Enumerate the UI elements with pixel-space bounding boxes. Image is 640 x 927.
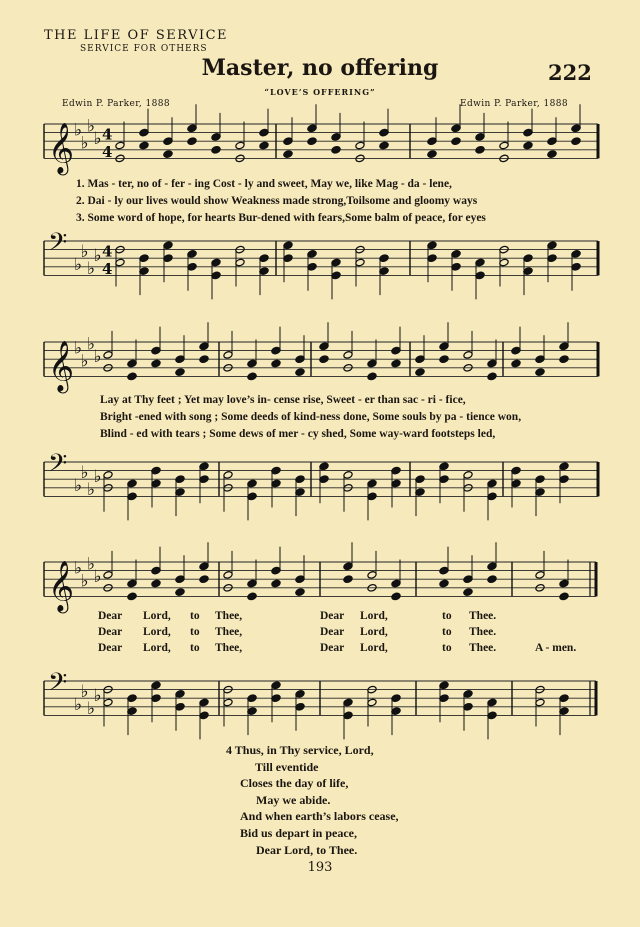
lyric-word: Lord, [360,642,388,654]
lyric-word: to [190,642,200,654]
stanza-4 [0,742,640,858]
section-title: THE LIFE OF SERVICE [44,28,229,43]
treble-clef-icon: 𝄞 [48,122,75,174]
flat-icon: ♭ [80,571,89,592]
lyric-word: to [190,610,200,622]
lyric-word: Dear [98,626,123,638]
lyric-word: to [442,610,452,622]
treble-clef-icon: 𝄞 [48,560,75,612]
tune-name: “LOVE’S OFFERING” [264,87,376,97]
hymn-number: 222 [548,60,592,85]
lyric-word: to [442,626,452,638]
lyric-word: Thee, [215,626,243,638]
page-number: 193 [307,860,333,875]
lyric-word: Thee, [215,642,243,654]
flat-icon: ♭ [87,699,96,720]
flat-icon: ♭ [74,694,83,715]
flat-icon: ♭ [93,129,102,150]
lyric-word: Dear [320,626,345,638]
hymn-title: Master, no offering [201,55,439,81]
stanza-line: Closes the day of life, [240,776,349,791]
flat-icon: ♭ [93,347,102,368]
lyric-word: Thee. [469,642,497,654]
lyric-word: Dear [320,610,345,622]
bass-clef-icon: 𝄢 [48,667,68,703]
flat-icon: ♭ [87,116,96,137]
section-subtitle: SERVICE FOR OTHERS [80,44,208,54]
lyric-word: to [442,642,452,654]
stanza-line: May we abide. [256,792,331,807]
lyric-word: Lord, [143,610,171,622]
flat-icon: ♭ [74,254,83,275]
lyric-word: Lord, [360,610,388,622]
flat-icon: ♭ [74,338,83,359]
lyric-word: Dear [98,642,123,654]
bass-clef-icon: 𝄢 [48,227,68,263]
flat-icon: ♭ [87,334,96,355]
time-signature-digit: 4 [102,125,113,144]
lyric-line: Lay at Thy feet ; Yet may love’s in- cense rise, Sweet - er than sac - ri - fice, [100,394,466,406]
lyric-line: 3. Some word of hope, for hearts Bur-dened with fears,Some balm of peace, for eyes [76,212,486,224]
flat-icon: ♭ [80,241,89,262]
flat-icon: ♭ [93,467,102,488]
treble-clef-icon: 𝄞 [48,340,75,392]
flat-icon: ♭ [93,567,102,588]
stanza-line: Till eventide [255,759,319,774]
stanza-line: 4 Thus, in Thy service, Lord, [226,743,374,757]
flat-icon: ♭ [87,259,96,280]
lyric-word: Lord, [360,626,388,638]
lyric-line: 1. Mas - ter, no of - fer - ing Cost - ly and sweet, May we, like Mag - da - lene, [76,178,452,190]
flat-icon: ♭ [74,475,83,496]
lyric-line: 2. Dai - ly our lives would show Weakness made strong,Toilsome and gloomy ways [76,195,478,207]
flat-icon: ♭ [80,462,89,483]
lyric-word: A - men. [535,642,577,654]
flat-icon: ♭ [74,558,83,579]
flat-icon: ♭ [87,480,96,501]
stanza-line: Bid us depart in peace, [240,825,358,840]
flat-icon: ♭ [93,246,102,267]
lyric-word: Thee, [215,610,243,622]
stanza-line: Dear Lord, to Thee. [256,842,358,857]
flat-icon: ♭ [87,554,96,575]
lyric-word: Lord, [143,642,171,654]
stanza-line: And when earth’s labors cease, [240,809,399,824]
flat-icon: ♭ [80,681,89,702]
lyric-word: to [190,626,200,638]
lyric-word: Lord, [143,626,171,638]
time-signature-digit: 4 [102,259,113,278]
music-credit: Edwin P. Parker, 1888 [460,99,568,109]
lyric-word: Thee. [469,610,497,622]
lyric-word: Thee. [469,626,497,638]
flat-icon: ♭ [74,120,83,141]
flat-icon: ♭ [80,351,89,372]
lyric-word: Dear [320,642,345,654]
lyric-line: Bright -ened with song ; Some deeds of kind-ness done, Some souls by pa - tience won, [100,411,522,423]
words-credit: Edwin P. Parker, 1888 [62,99,170,109]
time-signature-digit: 4 [102,242,113,261]
flat-icon: ♭ [93,686,102,707]
bass-clef-icon: 𝄢 [48,448,68,484]
time-signature-digit: 4 [102,142,113,161]
lyric-word: Dear [98,610,123,622]
flat-icon: ♭ [80,133,89,154]
lyric-line: Blind - ed with tears ; Some dews of mer - cy shed, Some way-ward footsteps led, [100,428,496,440]
